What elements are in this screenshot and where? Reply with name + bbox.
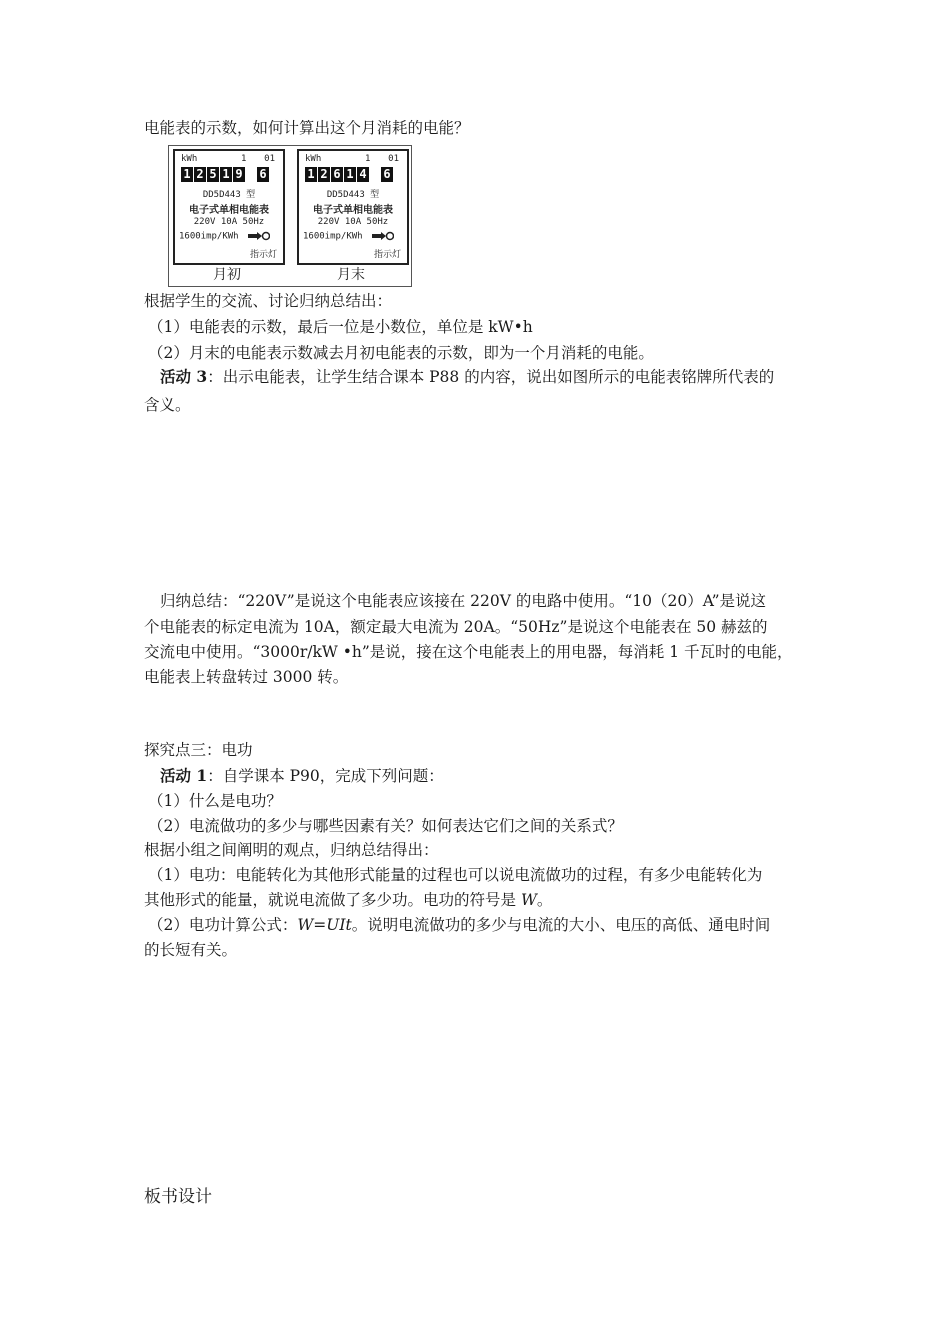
summary-intro: 根据学生的交流、讨论归纳总结出： <box>144 292 393 310</box>
work-formula: W=UIt <box>297 916 352 934</box>
conclusion-line-1: 归纳总结：“220V”是说这个电能表应该接在 220V 的电路中使用。“10（20）A”是说这 <box>160 592 767 610</box>
activity-1 <box>160 765 444 787</box>
meter-integer-digits <box>305 167 370 182</box>
answer-1-text: 其他形式的能量，就说电流做了多少功。电功的符号是 <box>144 891 521 909</box>
answer-2-line-2: 的长短有关。 <box>144 941 238 959</box>
meter-digit: 2 <box>194 167 207 182</box>
answer-2-text: （2）电功计算公式： <box>148 916 298 934</box>
meter-constant: 1600imp/KWh <box>303 231 363 242</box>
answer-1-line-1: （1）电功：电能转化为其他形式能量的过程也可以说电流做功的过程，有多少电能转化为 <box>148 866 763 884</box>
section-3-title: 探究点三：电功 <box>144 741 253 759</box>
caption-end-of-month: 月末 <box>337 267 365 283</box>
indicator-lamp-icon <box>372 231 394 241</box>
meter-digit: 1 <box>305 167 318 182</box>
answer-1-line-2 <box>144 889 552 911</box>
conclusion-line-4: 电能表上转盘转过 3000 转。 <box>144 668 349 686</box>
meter-constant: 1600imp/KWh <box>179 231 239 242</box>
meter-digit: 4 <box>357 167 370 182</box>
summary-point-1: （1）电能表的示数，最后一位是小数位，单位是 kW•h <box>148 318 533 336</box>
meter-digit: 9 <box>233 167 246 182</box>
meter-rating: 220V 10A 50Hz <box>193 217 265 227</box>
meter-tick-b: 01 <box>264 154 275 164</box>
meter-unit: kWh <box>305 154 322 164</box>
meter-digit: 2 <box>318 167 331 182</box>
question-2: （2）电流做功的多少与哪些因素有关？如何表达它们之间的关系式？ <box>148 817 623 835</box>
answer-1-end: 。 <box>536 891 553 909</box>
intro-question: 电能表的示数，如何计算出这个月消耗的电能？ <box>144 119 470 137</box>
meter-rating: 220V 10A 50Hz <box>317 217 389 227</box>
group-summary-intro: 根据小组之间阐明的观点，归纳总结得出： <box>144 841 439 859</box>
meter-tick-a: 1 <box>365 154 371 164</box>
meter-digit: 1 <box>220 167 233 182</box>
meter-digit: 1 <box>344 167 357 182</box>
meter-name: 电子式单相电能表 <box>189 205 269 216</box>
activity-1-label: 活动 1 <box>160 766 208 785</box>
conclusion-line-3: 交流电中使用。“3000r/kW •h”是说，接在这个电能表上的用电器，每消耗 1 千瓦时的电能， <box>144 643 793 661</box>
meter-decimal-digit: 6 <box>381 167 393 182</box>
meter-constant-row <box>179 231 283 242</box>
meter-name: 电子式单相电能表 <box>313 205 393 216</box>
meter-lamp-label: 指示灯 <box>249 250 277 260</box>
answer-2-line-1 <box>148 914 770 936</box>
electric-meter-figure <box>168 145 412 287</box>
activity-3 <box>160 366 774 388</box>
meter-end-of-month <box>297 149 409 265</box>
work-symbol: W <box>520 891 537 909</box>
summary-point-2: （2）月末的电能表示数减去月初电能表的示数，即为一个月消耗的电能。 <box>148 344 654 362</box>
meter-unit: kWh <box>181 154 198 164</box>
caption-start-of-month: 月初 <box>213 267 241 283</box>
meter-tick-b: 01 <box>388 154 399 164</box>
meter-constant-row <box>303 231 407 242</box>
meter-digit: 5 <box>207 167 220 182</box>
meter-digit: 6 <box>331 167 344 182</box>
meter-lamp-label: 指示灯 <box>373 250 401 260</box>
board-design-title: 板书设计 <box>144 1187 212 1207</box>
activity-1-text: ：自学课本 P90，完成下列问题： <box>207 767 444 785</box>
meter-tick-a: 1 <box>241 154 247 164</box>
indicator-lamp-icon <box>248 231 270 241</box>
meter-model: DD5D443 型 <box>202 190 256 200</box>
question-1: （1）什么是电功？ <box>148 792 282 810</box>
meter-model: DD5D443 型 <box>326 190 380 200</box>
activity-3-continued: 含义。 <box>144 396 191 414</box>
conclusion-line-2: 个电能表的标定电流为 10A，额定最大电流为 20A。“50Hz”是说这个电能表在 50 赫兹的 <box>144 618 768 636</box>
answer-2-rest: 。说明电流做功的多少与电流的大小、电压的高低、通电时间 <box>351 916 771 934</box>
activity-3-text: ：出示电能表，让学生结合课本 P88 的内容，说出如图所示的电能表铭牌所代表的 <box>207 368 775 386</box>
meter-digit: 1 <box>181 167 194 182</box>
meter-start-of-month <box>173 149 285 265</box>
meter-decimal-digit: 6 <box>257 167 269 182</box>
meter-integer-digits <box>181 167 246 182</box>
activity-3-label: 活动 3 <box>160 367 208 386</box>
